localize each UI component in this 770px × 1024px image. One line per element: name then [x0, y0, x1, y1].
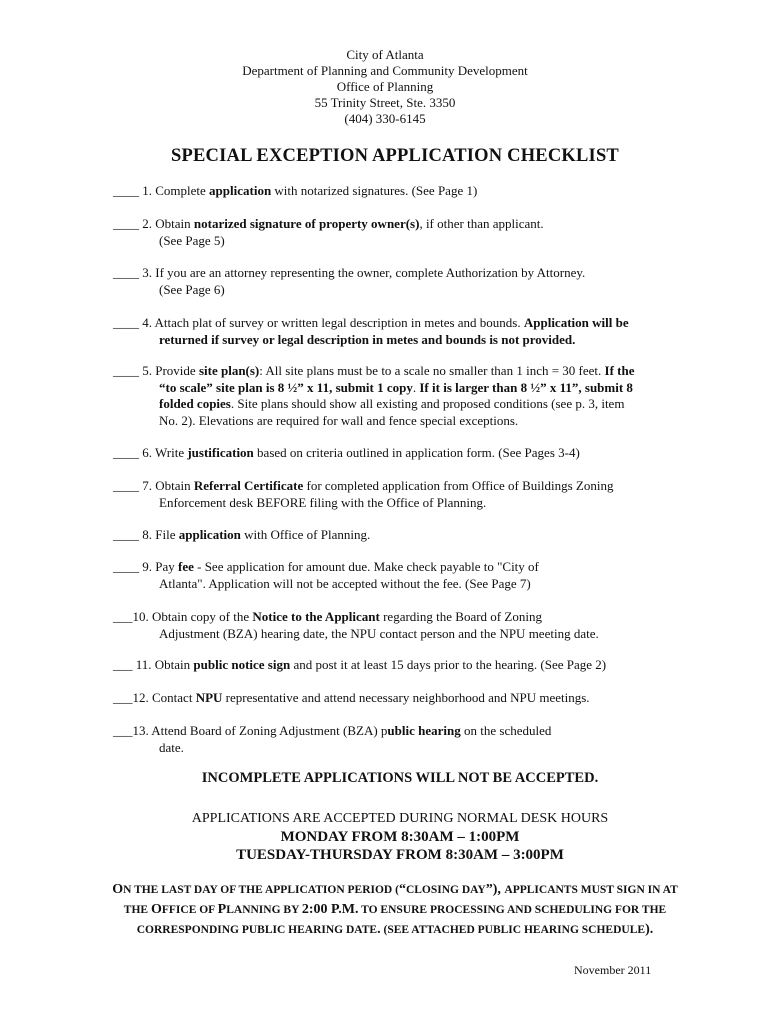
checklist-item-10: ___10. Obtain copy of the Notice to the Applicant regarding the Board of Zoning Adjustment (BZA) hearing date, the NPU contact person and the NPU meeting date.	[113, 609, 599, 641]
department-name: Department of Planning and Community Development	[242, 63, 528, 78]
desk-hours	[0, 810, 770, 864]
hours-monday: MONDAY FROM 8:30AM – 1:00PM	[280, 829, 520, 845]
hours-intro: APPLICATIONS ARE ACCEPTED DURING NORMAL DESK HOURS	[191, 811, 609, 826]
checklist-item-2: ____ 2. Obtain notarized signature of property owner(s), if other than applicant. (See Page 5)	[113, 216, 544, 248]
checklist-item-11: ___ 11. Obtain public notice sign and post it at least 15 days prior to the hearing. (See Page 2)	[113, 657, 607, 672]
checklist-item-13: ___13. Attend Board of Zoning Adjustment (BZA) public hearing on the scheduled date.	[113, 723, 552, 755]
checklist-item-9: ____ 9. Pay fee - See application for amount due. Make check payable to "City of Atlanta". Application will not be accepted without the fee. (See Page 7)	[113, 559, 539, 591]
closing-day-notice: ON THE LAST DAY OF THE APPLICATION PERIOD (“CLOSING DAY”), APPLICANTS MUST SIGN IN AT THE OFFICE OF PLANNING BY 2:00 P.M. TO ENSURE PROCESSING AND SCHEDULING FOR THE CORRESPONDING PUBLIC HEARING DATE. (SEE ATTACHED PUBLIC HEARING SCHEDULE).	[112, 882, 678, 937]
street-address: 55 Trinity Street, Ste. 3350	[314, 95, 456, 110]
checklist-item-8: ____ 8. File application with Office of Planning.	[113, 527, 371, 542]
city-name: City of Atlanta	[346, 47, 424, 62]
phone-number: (404) 330-6145	[344, 111, 426, 126]
page-title: SPECIAL EXCEPTION APPLICATION CHECKLIST	[171, 146, 619, 166]
hours-tue-thu: TUESDAY-THURSDAY FROM 8:30AM – 3:00PM	[236, 847, 564, 863]
office-name: Office of Planning	[336, 79, 434, 94]
checklist-item-4: ____ 4. Attach plat of survey or written legal description in metes and bounds. Application will be returned if survey or legal description in metes and bounds is not provided.	[113, 315, 629, 347]
checklist-item-6: ____ 6. Write justification based on criteria outlined in application form. (See Pages 3-4)	[113, 445, 580, 460]
revision-date: November 2011	[574, 963, 652, 977]
checklist-item-12: ___12. Contact NPU representative and attend necessary neighborhood and NPU meetings.	[113, 690, 590, 705]
checklist-item-1: ____ 1. Complete application with notarized signatures. (See Page 1)	[113, 183, 478, 198]
checklist-item-5: ____ 5. Provide site plan(s): All site plans must be to a scale no smaller than 1 inch = 30 feet. If the “to scale” site plan is 8 ½” x 11, submit 1 copy. If it is larger than 8 ½” x 11”, submit 8 folded copies. Site plans should show all existing and proposed conditions (see p. 3, item No. 2). Elevations are required for wall and fence special exceptions.	[113, 363, 635, 428]
checklist-item-3: ____ 3. If you are an attorney representing the owner, complete Authorization by Attorney. (See Page 6)	[113, 265, 586, 297]
incomplete-notice: INCOMPLETE APPLICATIONS WILL NOT BE ACCEPTED.	[201, 770, 599, 786]
letterhead	[0, 47, 770, 127]
checklist-item-7: ____ 7. Obtain Referral Certificate for completed application from Office of Buildings Zoning Enforcement desk BEFORE filing with the Office of Planning.	[113, 478, 614, 510]
